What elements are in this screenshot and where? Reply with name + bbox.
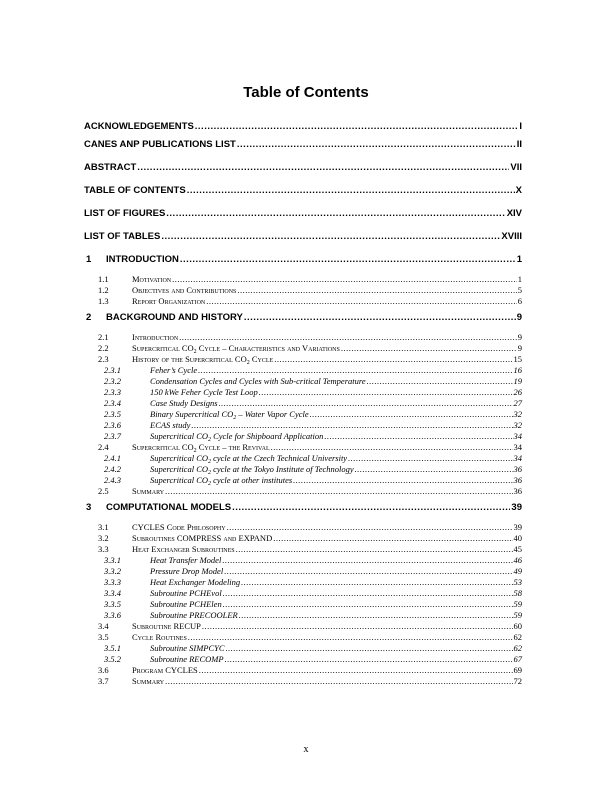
section-title: Subroutine PCHEvol [150,588,222,598]
section-title: 150 kWe Feher Cycle Test Loop [150,387,258,397]
section-number: 1.2 [98,285,109,295]
section-number: 2.3.5 [104,409,121,419]
section-number: 2.3.7 [104,431,121,441]
page-ref: 34 [513,442,522,452]
section-number: 2.4.1 [104,453,121,463]
section-number: 1.1 [98,274,109,284]
page-ref: 69 [513,665,522,675]
section-title: Motivation [132,274,172,284]
page-ref: I [519,121,522,132]
section-number: 3.7 [98,676,109,686]
page-number: x [303,744,309,755]
page-ref: 32 [513,420,522,430]
page-ref: 6 [517,296,522,306]
section-title: Binary Supercritical $CO_2$ – Water Vapor Cycle [150,409,309,421]
page-ref: 62 [513,632,522,642]
page-ref: 45 [513,544,522,554]
section-title: Pressure Drop Model [150,566,224,576]
section-title: LIST OF FIGURES [84,208,166,219]
section-number: 3.4 [98,621,109,631]
toc-entry[interactable] [84,254,522,266]
page-ref: 59 [513,599,522,609]
page-ref: 36 [513,486,522,496]
section-number: 3.5.1 [104,643,121,653]
section-title: INTRODUCTION [106,254,179,265]
section-title: Supercritical $CO_2$ Cycle – the Revival [132,442,270,454]
section-number: 2.5 [98,486,109,496]
dot-leader [237,139,516,151]
section-title: CYCLES Code Philosophy [132,522,226,532]
section-number: 2.1 [98,332,109,342]
section-title: Summary [132,486,165,496]
page-ref: 15 [513,354,522,364]
page-ref: X [515,185,522,196]
dot-leader [166,208,505,220]
section-number: 3.3.6 [104,610,121,620]
dot-leader [165,485,512,497]
page-ref: 62 [513,643,522,653]
page-ref: 27 [513,398,522,408]
toc-entry[interactable] [84,295,522,307]
page-ref: 59 [513,610,522,620]
page-ref: 36 [513,475,522,485]
section-number: 2.3.4 [104,398,121,408]
toc-entry[interactable] [84,485,522,497]
page-ref: 72 [513,676,522,686]
page-ref: 1 [517,274,522,284]
page-ref: 16 [513,365,522,375]
section-title: Report Organization [132,296,206,306]
section-title: LIST OF TABLES [84,231,161,242]
section-title: Subroutine RECOMP [150,654,224,664]
page-ref: 5 [517,285,522,295]
page-ref: 1 [516,254,522,265]
section-number: 2.4.3 [104,475,121,485]
toc-entry[interactable] [84,162,522,174]
section-title: History of the Supercritical $CO_2$ Cycle [132,354,274,366]
page-ref: 9 [516,312,522,323]
section-number: 2.3.3 [104,387,121,397]
page-ref: 34 [513,431,522,441]
section-title: Supercritical $CO_2$ Cycle for Shipboard Application [150,431,324,443]
page-ref: 34 [513,453,522,463]
section-title: Subroutine RECUP [132,621,201,631]
section-number: 2 [86,312,92,323]
dot-leader [180,254,516,266]
toc-entry[interactable] [84,675,522,687]
dot-leader [195,121,519,133]
section-title: Heat Exchanger Subroutines [132,544,235,554]
page-ref: 53 [513,577,522,587]
section-title: ACKNOWLEDGEMENTS [84,121,194,132]
section-title: BACKGROUND AND HISTORY [106,312,243,323]
section-title: Supercritical $CO_2$ cycle at other institutes [150,475,293,487]
section-number: 3.3.1 [104,555,121,565]
section-number: 2.4 [98,442,109,452]
dot-leader [137,162,509,174]
section-number: 3.2 [98,533,109,543]
section-number: 2.4.2 [104,464,121,474]
section-number: 3.3 [98,544,109,554]
section-title: Heat Exchanger Modeling [150,577,241,587]
section-title: ECAS study [150,420,191,430]
toc-entry[interactable] [84,312,522,324]
section-title: COMPUTATIONAL MODELS [106,502,232,513]
toc-entry[interactable] [84,231,522,243]
page-ref: II [516,139,522,150]
section-title: Program CYCLES [132,665,198,675]
dot-leader [161,231,500,243]
section-title: Subroutine PCHElen [150,599,222,609]
section-title: Subroutine PRECOOLER [150,610,238,620]
page-ref: 32 [513,409,522,419]
dot-leader [244,312,516,324]
page-ref: 36 [513,464,522,474]
section-title: Heat Transfer Model [150,555,222,565]
section-title: Subroutines COMPRESS and EXPAND [132,533,273,543]
toc-entry[interactable] [84,502,522,514]
page-ref: 49 [513,566,522,576]
page-ref: 46 [513,555,522,565]
section-number: 3.3.3 [104,577,121,587]
section-title: ABSTRACT [84,162,137,173]
section-title: Supercritical $CO_2$ Cycle – Characteristics and Variations [132,343,340,355]
section-title: TABLE OF CONTENTS [84,185,186,196]
dot-leader [206,295,517,307]
page-ref: XVIII [501,231,522,242]
section-number: 2.3.2 [104,376,121,386]
section-number: 3.1 [98,522,109,532]
page-ref: 67 [513,654,522,664]
section-title: Subroutine SIMPCYC [150,643,225,653]
section-number: 3.6 [98,665,109,675]
page-ref: 40 [513,533,522,543]
section-number: 2.3.6 [104,420,121,430]
section-number: 2.3 [98,354,109,364]
section-title: Objectives and Contributions [132,285,237,295]
page-ref: VII [510,162,522,173]
section-number: 3.3.5 [104,599,121,609]
toc-entry[interactable] [84,139,522,151]
section-title: Supercritical $CO_2$ cycle at the Czech Technical University [150,453,348,465]
dot-leader [165,675,512,687]
page-ref: 58 [513,588,522,598]
page-ref: XIV [506,208,522,219]
dot-leader [232,502,510,514]
section-title: Introduction [132,332,179,342]
toc-entry[interactable] [84,121,522,133]
section-number: 2.3.1 [104,365,121,375]
section-title: Condensation Cycles and Cycles with Sub-critical Temperature [150,376,366,386]
section-number: 1.3 [98,296,109,306]
section-title: Supercritical $CO_2$ cycle at the Tokyo Institute of Technology [150,464,354,476]
section-title: Case Study Designs [150,398,218,408]
page-ref: 9 [517,343,522,353]
section-number: 3.5 [98,632,109,642]
section-number: 3.5.2 [104,654,121,664]
section-title: Cycle Routines [132,632,187,642]
toc-entry[interactable] [84,185,522,197]
section-number: 3.3.4 [104,588,121,598]
page-title: Table of Contents [243,84,369,101]
section-number: 2.2 [98,343,109,353]
section-number: 3 [86,502,92,513]
section-title: CANES ANP PUBLICATIONS LIST [84,139,236,150]
page-ref: 39 [511,502,522,513]
page-ref: 9 [517,332,522,342]
page-ref: 19 [513,376,522,386]
section-title: Summary [132,676,165,686]
page-ref: 26 [513,387,522,397]
section-title: Feher’s Cycle [150,365,198,375]
section-number: 3.3.2 [104,566,121,576]
dot-leader [187,185,515,197]
section-number: 1 [86,254,92,265]
page-ref: 39 [513,522,522,532]
toc-entry[interactable] [84,208,522,220]
page-ref: 60 [513,621,522,631]
